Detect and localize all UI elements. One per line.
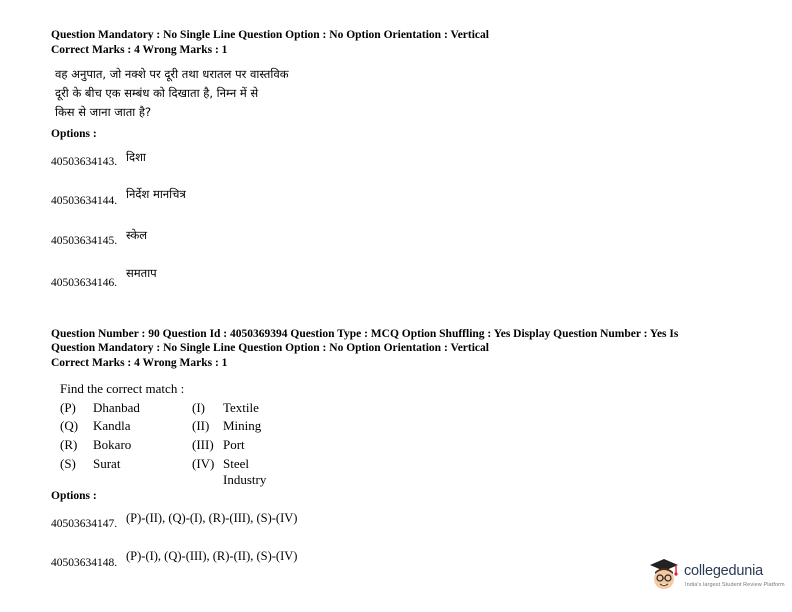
match-left-value: Kandla bbox=[93, 418, 131, 433]
q2-option-text[interactable]: (P)-(I), (Q)-(III), (R)-(II), (S)-(IV) bbox=[126, 549, 298, 563]
q1-option-text[interactable]: समताप bbox=[126, 266, 157, 280]
q1-option-id: 40503634146. bbox=[51, 277, 118, 289]
q2-option-text[interactable]: (P)-(II), (Q)-(I), (R)-(III), (S)-(IV) bbox=[126, 511, 298, 525]
match-right-value-continued: Industry bbox=[223, 472, 267, 487]
q1-option-id: 40503634144. bbox=[51, 195, 118, 207]
match-right-key: (III) bbox=[192, 437, 214, 452]
q1-text-line3: किस से जाना जाता है? bbox=[55, 105, 152, 119]
q1-meta-line1: Question Mandatory : No Single Line Question Option : No Option Orientation : Vertical bbox=[51, 29, 489, 41]
match-left-key: (Q) bbox=[60, 418, 79, 433]
match-right-value: Steel bbox=[223, 456, 249, 471]
q2-options-label: Options : bbox=[51, 490, 97, 502]
q2-meta-line1: Question Number : 90 Question Id : 4050369394 Question Type : MCQ Option Shuffling : Yes Display Question Number : Yes Is bbox=[51, 328, 679, 340]
match-left-key: (P) bbox=[60, 400, 76, 415]
match-left-value: Bokaro bbox=[93, 437, 132, 452]
q1-option-text[interactable]: निर्देश मानचित्र bbox=[126, 187, 186, 201]
q1-option-id: 40503634143. bbox=[51, 156, 118, 168]
match-right-key: (II) bbox=[192, 418, 210, 433]
match-left-value: Dhanbad bbox=[93, 400, 140, 415]
match-right-key: (IV) bbox=[192, 456, 215, 471]
match-right-value: Textile bbox=[223, 400, 259, 415]
match-right-value: Port bbox=[223, 437, 245, 452]
q2-option-id: 40503634147. bbox=[51, 518, 118, 530]
q2-meta-line2: Question Mandatory : No Single Line Question Option : No Option Orientation : Vertical bbox=[51, 342, 489, 354]
match-right-key: (I) bbox=[192, 400, 205, 415]
q2-prompt: Find the correct match : bbox=[60, 381, 185, 396]
logo-name: collegedunia bbox=[684, 563, 764, 579]
graduate-cartoon-icon bbox=[647, 556, 681, 592]
match-left-key: (R) bbox=[60, 437, 78, 452]
logo-tagline: India's largest Student Review Platform bbox=[685, 582, 785, 588]
match-left-key: (S) bbox=[60, 456, 76, 471]
match-right-value: Mining bbox=[223, 418, 262, 433]
q1-text-line1: वह अनुपात, जो नक्शे पर दूरी तथा धरातल पर वास्तविक bbox=[55, 67, 289, 81]
match-left-value: Surat bbox=[93, 456, 121, 471]
q2-meta-line3: Correct Marks : 4 Wrong Marks : 1 bbox=[51, 357, 228, 369]
q1-option-id: 40503634145. bbox=[51, 235, 118, 247]
q1-option-text[interactable]: स्केल bbox=[126, 228, 148, 242]
q1-options-label: Options : bbox=[51, 128, 97, 140]
q1-text-line2: दूरी के बीच एक सम्बंध को दिखाता है, निम्न में से bbox=[55, 86, 259, 100]
q1-meta-line2: Correct Marks : 4 Wrong Marks : 1 bbox=[51, 44, 228, 56]
q2-option-id: 40503634148. bbox=[51, 557, 118, 569]
q1-option-text[interactable]: दिशा bbox=[126, 150, 146, 164]
